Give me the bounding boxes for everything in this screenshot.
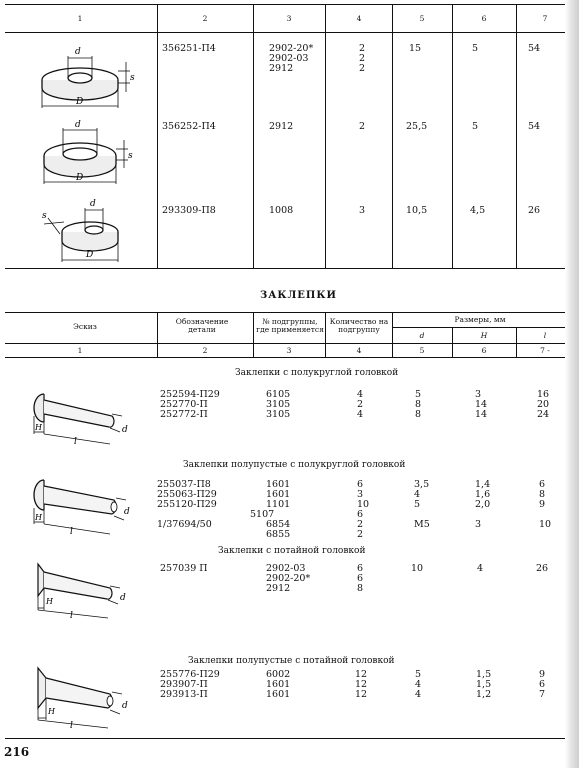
part-list: 252594-П29 252770-П 252772-П	[160, 389, 220, 420]
dim-D-value: 54	[528, 121, 541, 132]
l-list: 9 6 7	[539, 669, 546, 700]
rivets-title: ЗАКЛЕПКИ	[260, 290, 337, 301]
part-list: 255776-П29 293907-П 293913-П	[160, 669, 220, 700]
header-group-num: № подгруппы, где применяется	[256, 317, 324, 334]
H-value: 4	[477, 563, 484, 574]
H-list: 1,4 1,6 2,0 3	[475, 479, 491, 530]
washer-drawing	[30, 118, 140, 194]
col-sep	[392, 312, 393, 357]
col-number: 1	[77, 346, 83, 355]
qty-list: 12 12 12	[355, 669, 368, 700]
countersunk-rivet-drawing	[30, 558, 140, 620]
page-number: 216	[4, 745, 30, 759]
section-title: Заклепки полупустые с потайной головкой	[188, 656, 395, 666]
page-bottom-rule	[5, 738, 574, 739]
section-title: Заклепки с полукруглой головкой	[235, 368, 399, 378]
dim-label-s: s	[42, 211, 47, 221]
svg-text:H: H	[48, 707, 55, 716]
upper-table-bottom-rule	[5, 268, 574, 269]
part-number: 356252-П4	[162, 121, 216, 132]
dim-label-d: d	[90, 199, 96, 209]
group-list: 6105 3105 3105	[266, 389, 291, 420]
qty-list: 6 3 10 6 2 2	[357, 479, 370, 540]
semi-tubular-round-head-rivet-drawing	[30, 474, 140, 536]
dim-label-D: D	[76, 173, 84, 183]
dim-D-value: 26	[528, 205, 541, 216]
dim-d-value: 15	[409, 43, 422, 54]
col-sep	[516, 4, 517, 268]
part-list: 255037-П8 255063-П29 255120-П29 1/37694/50	[157, 479, 217, 530]
header-dims: Размеры, мм	[454, 315, 506, 324]
col-number: 7	[542, 14, 548, 23]
qty-list: 3	[359, 205, 366, 216]
page-edge-shadow	[565, 0, 579, 768]
top-rule	[5, 4, 574, 5]
part-number: 293309-П8	[162, 205, 216, 216]
dim-label-s: s	[128, 151, 133, 161]
col-number: 5	[419, 346, 425, 355]
dim-label-d: d	[75, 120, 81, 130]
l-value: 26	[536, 563, 549, 574]
dim-d-value: 25,5	[406, 121, 428, 132]
col-sep	[253, 312, 254, 357]
svg-text:H: H	[35, 513, 42, 522]
col-sep	[392, 4, 393, 268]
semi-tubular-countersunk-rivet-drawing	[30, 664, 140, 730]
svg-text:H: H	[35, 423, 42, 432]
l-list: 6 8 9 10	[539, 479, 552, 530]
col-number: 7 -	[540, 346, 550, 355]
col-sep	[253, 4, 254, 268]
col-number: 2	[202, 14, 208, 23]
H-list: 1,5 1,5 1,2	[476, 669, 492, 700]
col-sep	[452, 327, 453, 357]
group-list: 2902-20* 2902-03 2912	[269, 43, 314, 74]
d-list: 5 8 8	[415, 389, 422, 420]
col-sep	[516, 327, 517, 357]
svg-text:H: H	[46, 597, 53, 606]
dim-s-value: 4,5	[470, 205, 486, 216]
dim-s-value: 5	[472, 43, 479, 54]
header-designation: Обозначение детали	[175, 317, 229, 334]
col-number: 5	[419, 14, 425, 23]
col-sep	[452, 4, 453, 268]
dim-s-value: 5	[472, 121, 479, 132]
dim-label-d: d	[75, 47, 81, 57]
round-head-rivet-drawing	[30, 386, 140, 446]
group-list: 2912	[269, 121, 294, 132]
d-value: 10	[411, 563, 424, 574]
group-list: 1601 1601 1101 5107 6854 6855	[250, 479, 291, 540]
washer-drawing	[30, 38, 140, 116]
col-number: 3	[286, 14, 292, 23]
qty-list: 2	[359, 121, 366, 132]
section-title: Заклепки полупустые с полукруглой головкой	[183, 460, 406, 470]
top-header-rule	[5, 32, 574, 33]
header-sketch: Эскиз	[73, 322, 97, 331]
col-number: 3	[286, 346, 292, 355]
part-list: 257039 П	[160, 563, 208, 574]
H-list: 3 14 14	[475, 389, 488, 420]
col-sep	[157, 312, 158, 357]
col-number: 4	[356, 346, 362, 355]
group-list: 1008	[269, 205, 294, 216]
l-list: 16 20 24	[537, 389, 550, 420]
part-number: 356251-П4	[162, 43, 216, 54]
section-title: Заклепки с потайной головкой	[218, 546, 366, 556]
dim-label-s: s	[130, 73, 135, 83]
col-sep	[325, 312, 326, 357]
svg-text:l: l	[70, 721, 73, 731]
dim-label-D: D	[76, 97, 84, 107]
svg-text:d: d	[122, 425, 128, 435]
col-numbers-rule	[5, 357, 574, 358]
dim-d-value: 10,5	[406, 205, 428, 216]
col-number: 6	[481, 14, 487, 23]
col-number: 1	[77, 14, 83, 23]
svg-text:l: l	[70, 527, 73, 537]
svg-text:l: l	[74, 437, 77, 447]
qty-list: 2 2 2	[359, 43, 366, 74]
rivets-header-bottom-rule	[5, 343, 574, 344]
rivets-header-top-rule	[5, 312, 574, 313]
dims-sub-rule	[392, 327, 574, 328]
col-sep	[157, 4, 158, 268]
header-l: l	[543, 331, 547, 340]
svg-text:d: d	[122, 701, 128, 711]
group-list: 6002 1601 1601	[266, 669, 291, 700]
dim-D-value: 54	[528, 43, 541, 54]
col-sep	[325, 4, 326, 268]
qty-list: 4 2 4	[357, 389, 364, 420]
washer-drawing	[30, 196, 140, 266]
col-number: 6	[481, 346, 487, 355]
svg-text:d: d	[124, 507, 130, 517]
col-number: 4	[356, 14, 362, 23]
dim-label-D: D	[86, 250, 94, 260]
header-d: d	[419, 331, 425, 340]
d-list: 3,5 4 5 М5	[414, 479, 430, 530]
d-list: 5 4 4	[415, 669, 422, 700]
group-list: 2902-03 2902-20* 2912	[266, 563, 311, 594]
col-number: 2	[202, 346, 208, 355]
qty-list: 6 6 8	[357, 563, 364, 594]
svg-text:l: l	[70, 611, 73, 621]
header-qty: Количество на подгруппу	[329, 317, 389, 334]
svg-text:d: d	[120, 593, 126, 603]
header-H: H	[480, 331, 488, 340]
